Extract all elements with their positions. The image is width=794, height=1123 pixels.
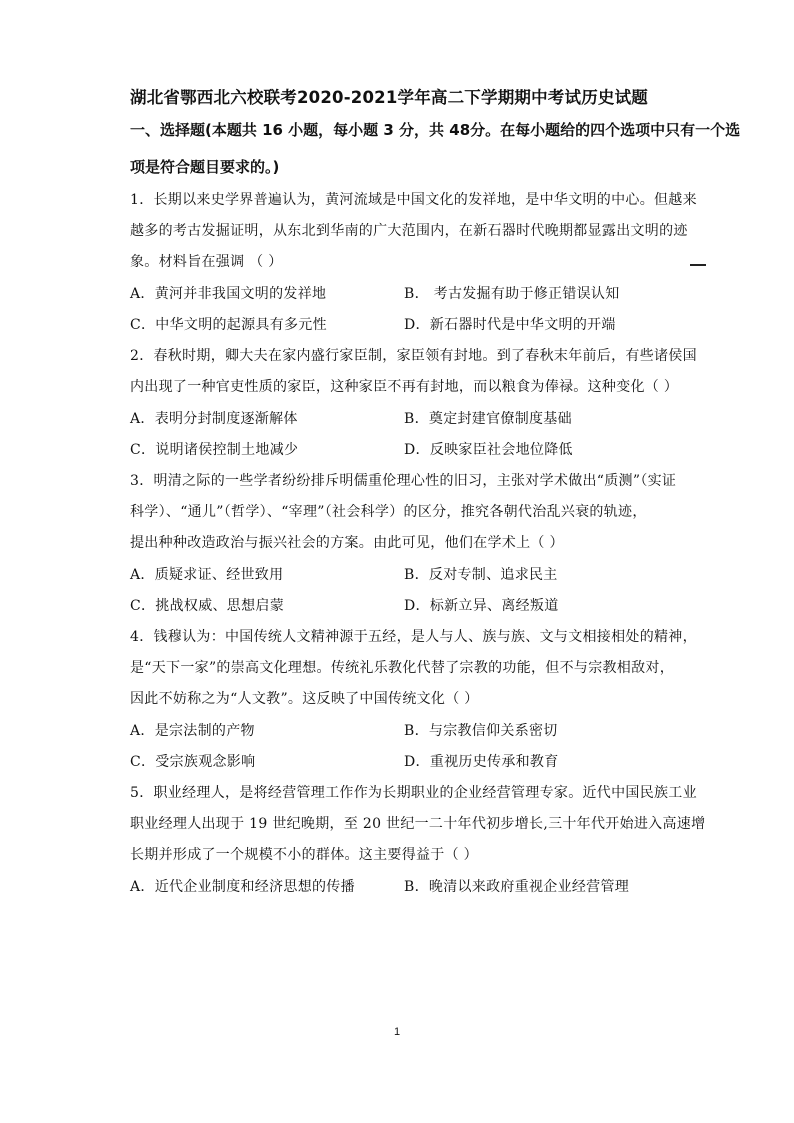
q2-stem-line: 2．春秋时期，卿大夫在家内盛行家臣制，家臣领有封地。到了春秋末年前后，有些诸侯国	[130, 348, 697, 364]
q3-option-b: B．反对专制、追求民主	[404, 567, 558, 583]
q3-option-d: D．标新立异、离经叛道	[404, 598, 559, 614]
q2-option-b: B．奠定封建官僚制度基础	[404, 411, 572, 427]
q4-stem-line: 因此不妨称之为“人文教”。这反映了中国传统文化（ ）	[130, 691, 479, 707]
q5-stem-line: 职业经理人出现于 19 世纪晚期，至 20 世纪一二十年代初步增长,三十年代开始进入高速增	[130, 816, 706, 832]
q2-stem-line: 内出现了一种官吏性质的家臣，这种家臣不再有封地，而以粮食为俸禄。这种变化（ ）	[130, 379, 679, 395]
q4-option-c: C．受宗族观念影响	[130, 754, 256, 770]
q4-option-d: D．重视历史传承和教育	[404, 754, 559, 770]
q1-stem-line: 象。材料旨在强调 （ ）	[130, 254, 283, 270]
q3-stem-line: 3．明清之际的一些学者纷纷排斥明儒重伦理心性的旧习，主张对学术做出“质测”（实证	[130, 473, 677, 489]
q1-option-b: B． 考古发掘有助于修正错误认知	[404, 286, 620, 302]
margin-dash	[690, 264, 706, 266]
q4-stem-line: 4．钱穆认为：中国传统人文精神源于五经，是人与人、族与族、文与文相接相处的精神，	[130, 629, 697, 645]
q3-stem-line: 提出种种改造政治与振兴社会的方案。由此可见，他们在学术上（ ）	[130, 535, 564, 551]
exam-title: 湖北省鄂西北六校联考2020-2021学年高二下学期期中考试历史试题	[130, 88, 648, 107]
section-header-line1: 一、选择题(本题共 16 小题，每小题 3 分，共 48分。在每小题给的四个选项中只有一个选	[130, 121, 741, 139]
q1-option-c: C．中华文明的起源具有多元性	[130, 317, 327, 333]
q5-option-a: A．近代企业制度和经济思想的传播	[130, 879, 355, 895]
q3-option-a: A．质疑求证、经世致用	[130, 567, 284, 583]
q3-option-c: C．挑战权威、思想启蒙	[130, 598, 285, 614]
q5-stem-line: 5．职业经理人，是将经营管理工作作为长期职业的企业经营管理专家。近代中国民族工业	[130, 785, 697, 801]
q1-stem-line: 越多的考古发掘证明，从东北到华南的广大范围内，在新石器时代晚期都显露出文明的迹	[130, 223, 688, 239]
q1-option-d: D．新石器时代是中华文明的开端	[404, 317, 616, 333]
q2-option-c: C．说明诸侯控制土地减少	[130, 442, 299, 458]
q4-option-a: A．是宗法制的产物	[130, 723, 255, 739]
page-number: 1	[393, 1026, 401, 1038]
q1-option-a: A．黄河并非我国文明的发祥地	[130, 286, 327, 302]
q5-stem-line: 长期并形成了一个规模不小的群体。这主要得益于（ ）	[130, 847, 478, 863]
q1-stem-line: 1．长期以来史学界普遍认为，黄河流域是中国文化的发祥地，是中华文明的中心。但越来	[130, 192, 697, 208]
q3-stem-line: 科学）、“通儿”（哲学）、“宰理”（社会科学）的区分，推究各朝代治乱兴衰的轨迹，	[130, 504, 647, 520]
q2-option-d: D．反映家臣社会地位降低	[404, 442, 573, 458]
q4-option-b: B．与宗教信仰关系密切	[404, 723, 558, 739]
q4-stem-line: 是“天下一家”的崇高文化理想。传统礼乐教化代替了宗教的功能，但不与宗教相敌对，	[130, 660, 675, 676]
q2-option-a: A．表明分封制度逐渐解体	[130, 411, 298, 427]
section-header-line2: 项是符合题目要求的。)	[130, 158, 280, 176]
q5-option-b: B．晚清以来政府重视企业经营管理	[404, 879, 630, 895]
